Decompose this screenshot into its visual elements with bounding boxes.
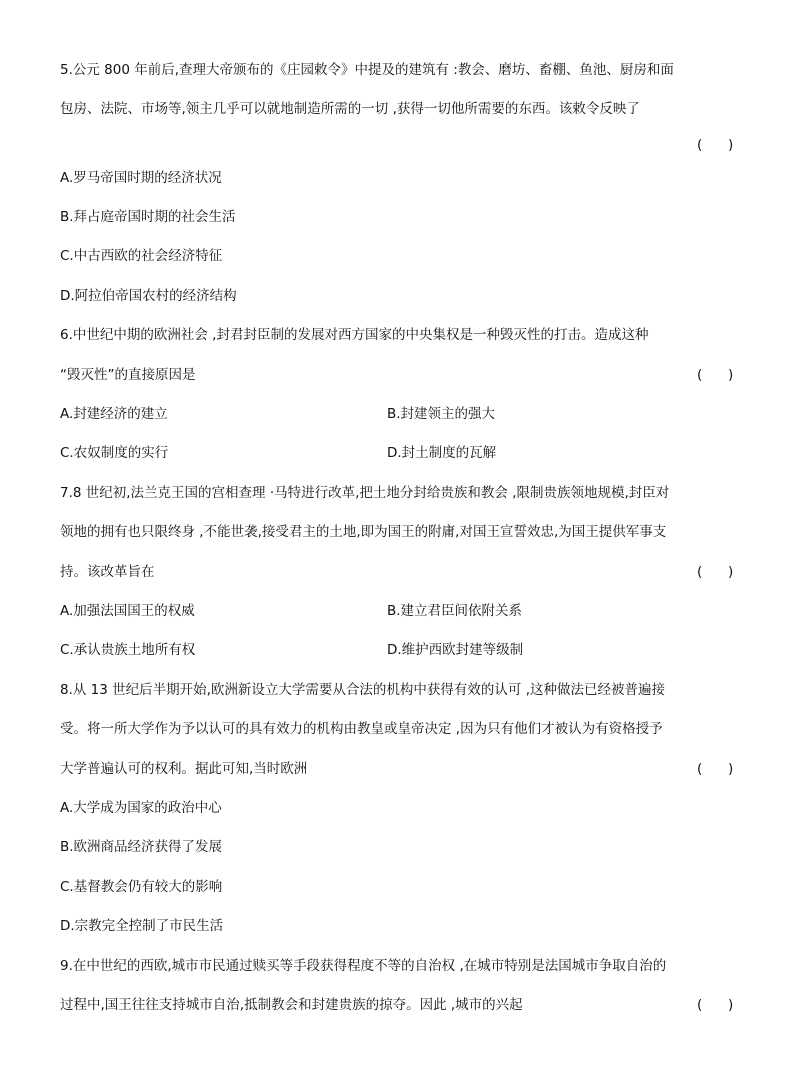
question-6-option-a: A.封建经济的建立 (60, 406, 168, 422)
question-6-option-c: C.农奴制度的实行 (60, 445, 169, 461)
question-8-option-d: D.宗教完全控制了市民生活 (60, 918, 224, 934)
question-8-line-3: 大学普遍认可的权利。据此可知,当时欧洲 (60, 761, 308, 777)
question-7-answer-bracket: ( ) (697, 564, 734, 580)
question-5-line-2: 包房、法院、市场等,领主几乎可以就地制造所需的一切 ,获得一切他所需要的东西。该敕令反映了 (60, 101, 640, 117)
question-7-option-c: C.承认贵族土地所有权 (60, 642, 196, 658)
question-7-option-d: D.维护西欧封建等级制 (387, 642, 524, 658)
question-8-line-1: 8.从 13 世纪后半期开始,欧洲新设立大学需要从合法的机构中获得有效的认可 ,这种做法已经被普遍接 (60, 682, 666, 698)
question-7-option-a: A.加强法国国王的权威 (60, 603, 195, 619)
question-6-line-2: “毁灭性”的直接原因是 (60, 367, 196, 383)
question-5-answer-bracket: ( ) (697, 137, 734, 153)
question-9-line-1: 9.在中世纪的西欧,城市市民通过赎买等手段获得程度不等的自治权 ,在城市特别是法国城市争取自治的 (60, 958, 667, 974)
question-8-option-b: B.欧洲商品经济获得了发展 (60, 839, 223, 855)
question-9-line-2: 过程中,国王往往支持城市自治,抵制教会和封建贵族的掠夺。因此 ,城市的兴起 (60, 997, 523, 1013)
question-7-line-3: 持。该改革旨在 (60, 564, 155, 580)
question-8-line-2: 受。将一所大学作为予以认可的具有效力的机构由教皇或皇帝决定 ,因为只有他们才被认为有资格授予 (60, 721, 663, 737)
question-8-option-a: A.大学成为国家的政治中心 (60, 800, 222, 816)
question-5-option-c: C.中古西欧的社会经济特征 (60, 248, 223, 264)
question-5-option-b: B.拜占庭帝国时期的社会生活 (60, 209, 236, 225)
question-8-option-c: C.基督教会仍有较大的影响 (60, 879, 223, 895)
question-7-option-b: B.建立君臣间依附关系 (387, 603, 523, 619)
question-6-option-b: B.封建领主的强大 (387, 406, 496, 422)
question-5-line-1: 5.公元 800 年前后,查理大帝颁布的《庄园敕令》中提及的建筑有 :教会、磨坊、畜棚、鱼池、厨房和面 (60, 62, 674, 78)
question-6-line-1: 6.中世纪中期的欧洲社会 ,封君封臣制的发展对西方国家的中央集权是一种毁灭性的打击。造成这种 (60, 327, 649, 343)
question-9-answer-bracket: ( ) (697, 997, 734, 1013)
question-5-option-a: A.罗马帝国时期的经济状况 (60, 170, 222, 186)
question-7-line-1: 7.8 世纪初,法兰克王国的宫相查理 ·马特进行改革,把土地分封给贵族和教会 ,限制贵族领地规模,封臣对 (60, 485, 670, 501)
question-8-answer-bracket: ( ) (697, 761, 734, 777)
question-6-answer-bracket: ( ) (697, 367, 734, 383)
question-6-option-d: D.封土制度的瓦解 (387, 445, 497, 461)
question-7-line-2: 领地的拥有也只限终身 ,不能世袭,接受君主的土地,即为国王的附庸,对国王宣誓效忠,为国王提供军事支 (60, 524, 667, 540)
question-5-option-d: D.阿拉伯帝国农村的经济结构 (60, 288, 237, 304)
